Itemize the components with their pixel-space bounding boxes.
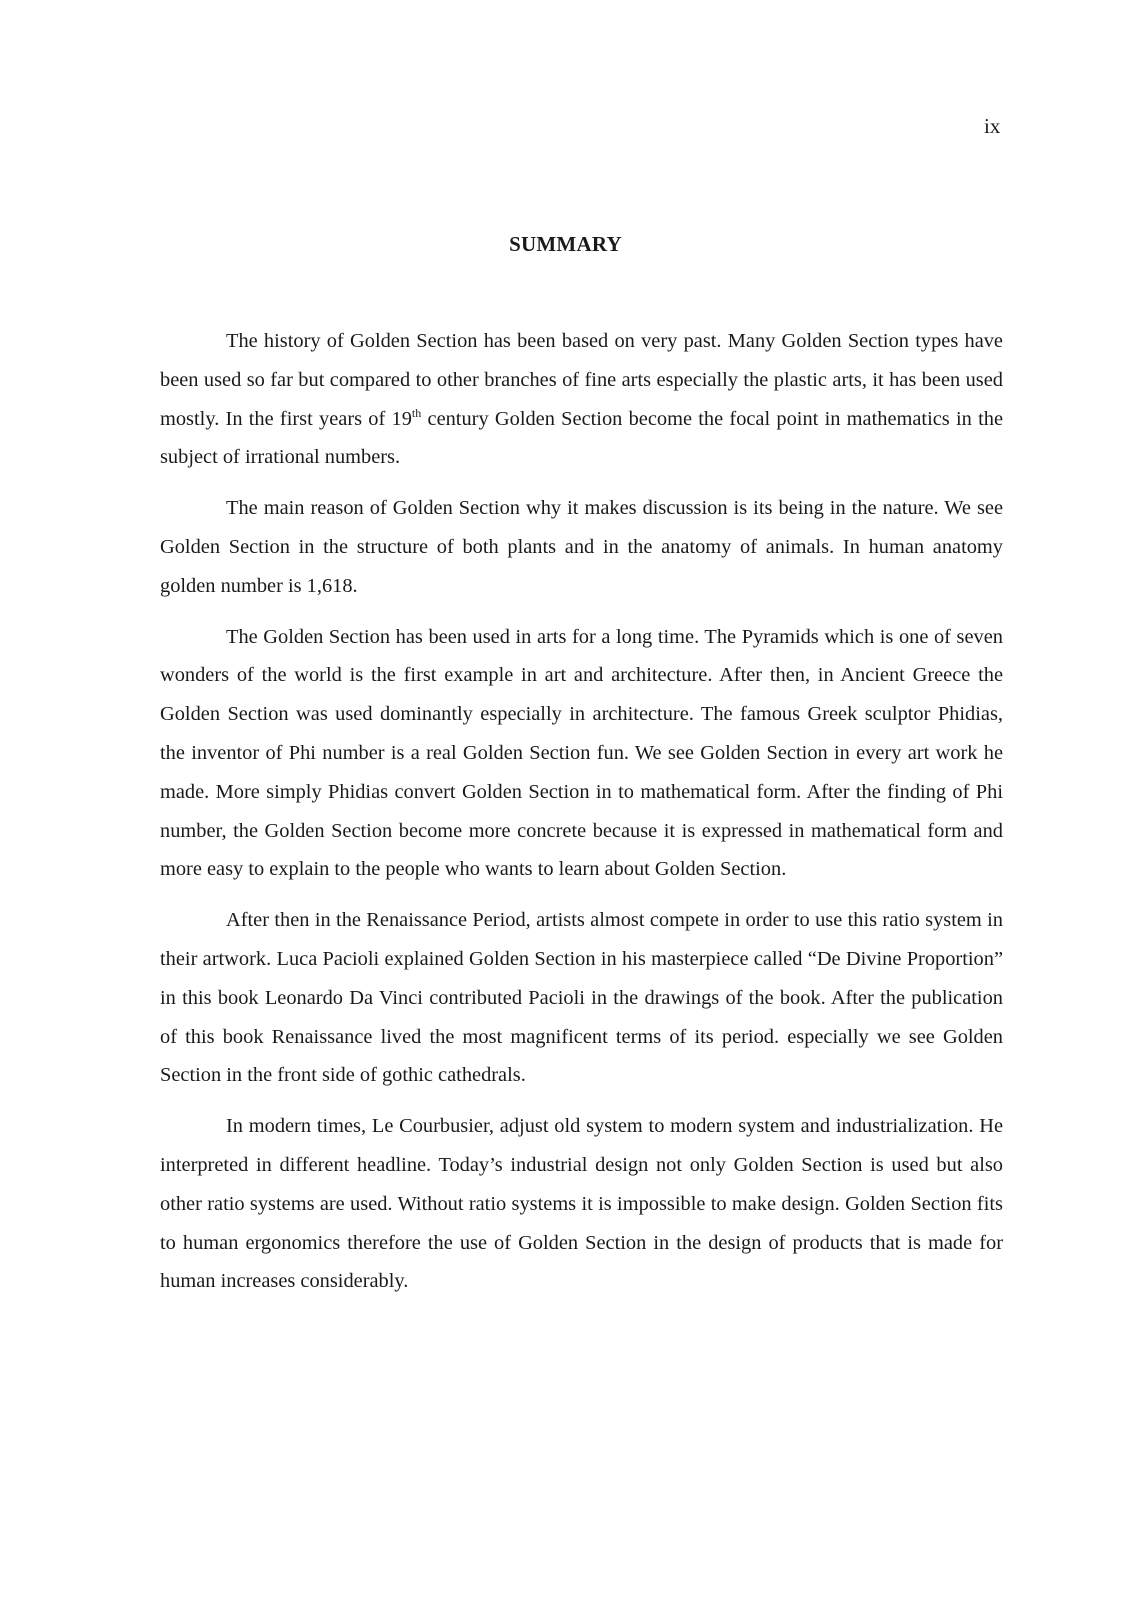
page-title: SUMMARY	[509, 232, 622, 256]
paragraph-arts: The Golden Section has been used in arts for a long time. The Pyramids which is one of seven wonders of the world is the first example in art and architecture. After then, in Ancient Greece the Golden Section was used dominantly especially in architecture. The famous Greek sculptor Phidias, the inventor of Phi number is a real Golden Section fun. We see Golden Section in every art work he made. More simply Phidias convert Golden Section in to mathematical form. After the finding of Phi number, the Golden Section become more concrete because it is expressed in mathematical form and more easy to explain to the people who wants to learn about Golden Section.	[160, 625, 1003, 881]
summary-body	[160, 322, 1003, 1313]
paragraph-history	[160, 322, 1003, 477]
paragraph-nature: The main reason of Golden Section why it makes discussion is its being in the nature. We see Golden Section in the structure of both plants and in the anatomy of animals. In human anatomy golden number is 1,618.	[160, 497, 1003, 597]
paragraph-history-text: The history of Golden Section has been based on very past. Many Golden Section types have been used so far but compared to other branches of fine arts especially the plastic arts, it has been used mostly. In the first years of 19	[160, 330, 1003, 430]
paragraph-modern: In modern times, Le Courbusier, adjust old system to modern system and industrialization. He interpreted in different headline. Today’s industrial design not only Golden Section is used but also other ratio systems are used. Without ratio systems it is impossible to make design. Golden Section fits to human ergonomics therefore the use of Golden Section in the design of products that is made for human increases considerably.	[160, 1115, 1003, 1293]
page-number: ix	[984, 114, 1001, 138]
ordinal-superscript: th	[411, 405, 422, 420]
paragraph-history-text-end: century Golden Section become the focal point in mathematics in the subject of irrational numbers.	[160, 407, 1003, 469]
paragraph-renaissance: After then in the Renaissance Period, artists almost compete in order to use this ratio system in their artwork. Luca Pacioli explained Golden Section in his masterpiece called “De Divine Proportion” in this book Leonardo Da Vinci contributed Pacioli in the drawings of the book. After the publication of this book Renaissance lived the most magnificent terms of its period. especially we see Golden Section in the front side of gothic cathedrals.	[160, 909, 1003, 1087]
